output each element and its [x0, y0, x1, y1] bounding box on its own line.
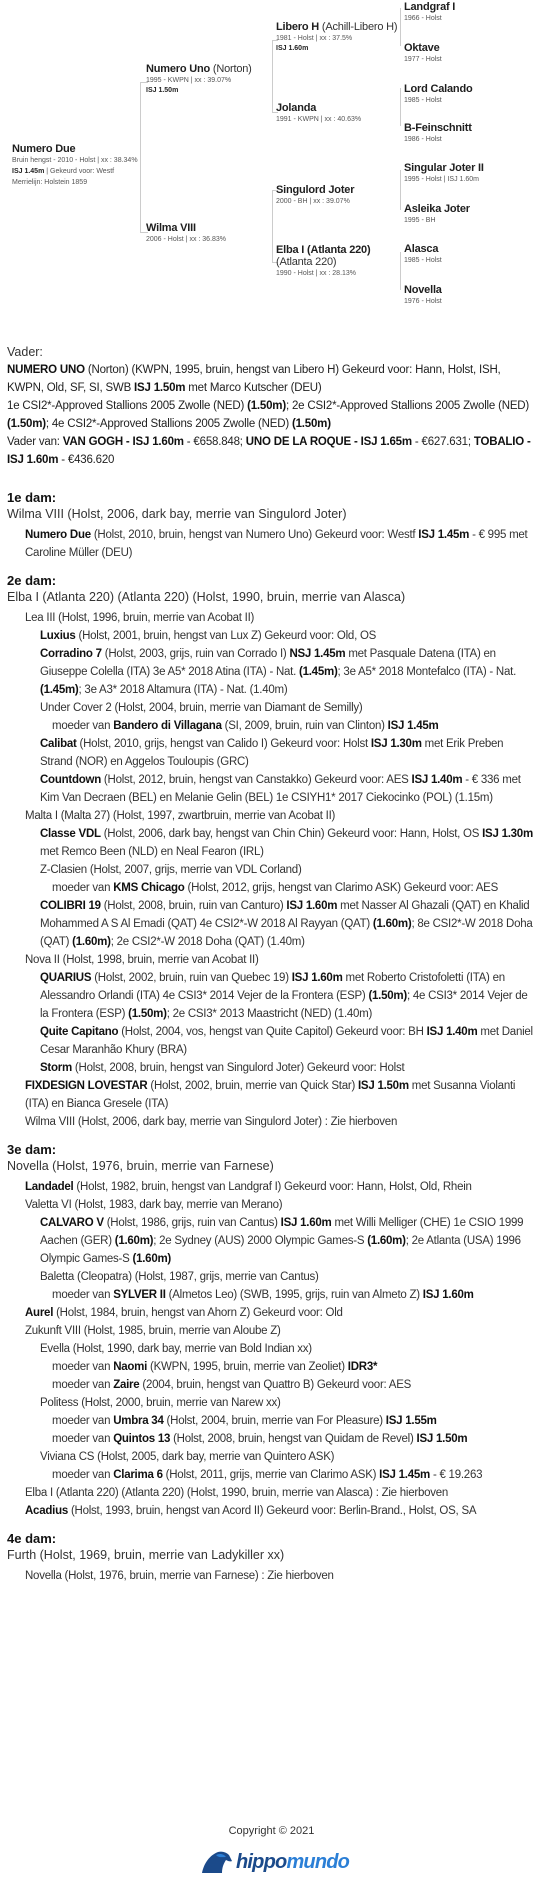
horse-link[interactable]: Zaire	[113, 1379, 140, 1391]
result-highlight: (1.45m)	[40, 684, 79, 696]
list-item	[7, 1196, 537, 1214]
row-text: ; 3e A3* 2018 Altamura (ITA) - Nat. (1.40m)	[78, 684, 288, 696]
horse-link[interactable]: Countdown	[40, 774, 101, 786]
dam3-section	[7, 1141, 537, 1520]
horse-head-icon	[200, 1849, 234, 1875]
dam3-title: 3e dam:	[7, 1142, 57, 1157]
row-text: (Holst, 2008, bruin, hengst van Singulord Joter) Gekeurd voor: Holst	[71, 1062, 405, 1074]
gen3-details: 1985 - Holst	[404, 97, 442, 104]
dam1-subtitle: Wilma VIII (Holst, 2006, dark bay, merrie van Singulord Joter)	[7, 507, 347, 521]
vader-results: 1e CSI2*-Approved Stallions 2005 Zwolle (NED) (1.50m); 2e CSI2*-Approved Stallions 2005 Zwolle (NED) (1.50m); 4e CSI2*-Approved Stallions 2005 Zwolle (NED) (1.50m)	[7, 400, 530, 430]
ss-details: 1981 - Holst | xx : 37.5%	[276, 35, 353, 42]
dam2-section	[7, 572, 537, 1131]
list-item	[7, 717, 537, 735]
horse-link[interactable]: Clarima 6	[113, 1469, 163, 1481]
row-text: (Holst, 2002, bruin, merrie van Quick Star)	[147, 1080, 358, 1092]
row-text: Viviana CS (Holst, 2005, dark bay, merrie van Quintero ASK)	[40, 1451, 335, 1463]
row-text: ; 2e CSI3* 2013 Maastricht (NED) (1.40m)	[166, 1008, 373, 1020]
list-item	[7, 699, 537, 717]
row-text: (Holst, 1984, bruin, hengst van Ahorn Z) Gekeurd voor: Old	[53, 1307, 343, 1319]
result-highlight: (1.60m)	[72, 936, 111, 948]
pedigree-gen3-2[interactable]	[404, 42, 442, 65]
list-item	[7, 1412, 537, 1430]
row-text: Malta I (Malta 27) (Holst, 1997, zwartbruin, merrie van Acobat II)	[25, 810, 336, 822]
list-item	[7, 1340, 537, 1358]
list-item	[7, 807, 537, 825]
row-text: (Holst, 2002, bruin, ruin van Quebec 19)	[91, 972, 292, 984]
row-text: (Holst, 2003, grijs, ruin van Corrado I)	[101, 648, 290, 660]
horse-link[interactable]: COLIBRI 19	[40, 900, 101, 912]
row-text: (Holst, 2001, bruin, hengst van Lux Z) Gekeurd voor: Old, OS	[75, 630, 377, 642]
row-text: moeder van	[52, 1415, 114, 1427]
sire-isj: ISJ 1.50m	[146, 87, 179, 94]
gen3-details: 1985 - Holst	[404, 257, 442, 264]
result-highlight: IDR3*	[347, 1361, 378, 1373]
row-text: met Nasser Al Ghazali (QAT) en Khalid Mohammed A S Al Emadi (QAT) 4e CSI2*-W 2018 Al Rayyan (QAT)	[40, 900, 530, 930]
row-text: (Holst, 2008, bruin, ruin van Canturo)	[100, 900, 287, 912]
row-text: ; 2e Atlanta (USA) 1996 Olympic Games-S	[40, 1235, 521, 1265]
list-item	[7, 771, 537, 807]
row-text: (Holst, 2008, bruin, hengst van Quidam de Revel)	[170, 1433, 417, 1445]
list-item	[7, 609, 537, 627]
vader-summary: NUMERO UNO (Norton) (KWPN, 1995, bruin, hengst van Libero H) Gekeurd voor: Hann, Holst, ISH, KWPN, Old, SF, SI, SWB ISJ 1.50m met Marco Kutscher (DEU)	[7, 364, 501, 394]
gen3-details: 1976 - Holst	[404, 298, 442, 305]
ds-details: 2000 - BH | xx : 39.07%	[276, 198, 350, 205]
row-text: (Holst, 1993, bruin, hengst van Acord II) Gekeurd voor: Berlin-Brand., Holst, OS, SA	[68, 1505, 477, 1517]
dam-details: 2006 - Holst | xx : 36.83%	[146, 236, 227, 243]
list-item	[7, 1268, 537, 1286]
pedigree-sire[interactable]: Numero Uno (Norton) 1995 - KWPN | xx : 39.07% ISJ 1.50m	[146, 63, 252, 94]
row-text: (Holst, 2010, grijs, hengst van Calido I) Gekeurd voor: Holst	[76, 738, 371, 750]
subject-details: Bruin hengst - 2010 - Holst | xx : 38.34%	[12, 157, 138, 164]
result-highlight: ISJ 1.60m	[286, 900, 338, 912]
row-text: (Holst, 2011, grijs, merrie van Clarimo ASK)	[162, 1469, 380, 1481]
logo-text: hippomundo	[236, 1851, 350, 1873]
list-item	[7, 1304, 537, 1322]
gen3-name[interactable]: Oktave	[404, 42, 440, 54]
row-text: Zukunft VIII (Holst, 1985, bruin, merrie van Aloube Z)	[25, 1325, 281, 1337]
list-item: Numero Due (Holst, 2010, bruin, hengst van Numero Uno) Gekeurd voor: Westf ISJ 1.45m - € 995 met Caroline Müller (DEU)	[25, 529, 528, 559]
gen3-name[interactable]: B-Feinschnitt	[404, 122, 472, 134]
subject-name[interactable]: Numero Due	[12, 143, 76, 155]
row-text: (Holst, 1982, bruin, hengst van Landgraf I) Gekeurd voor: Hann, Holst, Old, Rhein	[73, 1181, 472, 1193]
pedigree-gen3-6[interactable]	[404, 203, 470, 226]
pedigree-dam[interactable]	[146, 222, 226, 245]
horse-link[interactable]: KMS Chicago	[113, 882, 185, 894]
ss-isj: ISJ 1.60m	[276, 45, 309, 52]
row-text: ; 4e CSI3* 2014 Vejer de la Frontera (ESP)	[40, 990, 528, 1020]
horse-link[interactable]: CALVARO V	[40, 1217, 104, 1229]
offspring-link[interactable]: TOBALIO - ISJ 1.60m	[7, 436, 531, 466]
subject-isj-line: ISJ 1.45m | Gekeurd voor: Westf	[12, 168, 115, 175]
pedigree-subject[interactable]	[12, 143, 138, 188]
result-highlight: (1.50m)	[368, 990, 407, 1002]
row-text: ; 2e CSI2*-W 2018 Doha (QAT) (1.40m)	[110, 936, 305, 948]
row-text: Evella (Holst, 1990, dark bay, merrie van Bold Indian xx)	[40, 1343, 312, 1355]
list-item	[7, 1484, 537, 1502]
list-item	[7, 1286, 537, 1304]
list-item	[7, 1214, 537, 1268]
horse-link[interactable]: Naomi	[113, 1361, 148, 1373]
dam3-subtitle: Novella (Holst, 1976, bruin, merrie van Farnese)	[7, 1159, 274, 1173]
list-item	[7, 1059, 537, 1077]
row-text: moeder van	[52, 1433, 114, 1445]
result-highlight: ISJ 1.60m	[422, 1289, 474, 1301]
dam4-list	[7, 1567, 537, 1585]
result-highlight: ISJ 1.50m	[416, 1433, 468, 1445]
list-item	[7, 1358, 537, 1376]
result-highlight: ISJ 1.40m	[426, 1026, 478, 1038]
row-text: (Holst, 2012, bruin, hengst van Canstakko) Gekeurd voor: AES	[100, 774, 412, 786]
horse-link[interactable]: Calibat	[40, 738, 77, 750]
copyright: Copyright © 2021	[228, 1825, 315, 1837]
pedigree-sire-sire[interactable]: Libero H (Achill-Libero H) 1981 - Holst | xx : 37.5% ISJ 1.60m	[276, 21, 398, 52]
horse-link[interactable]: Bandero di Villagana	[113, 720, 222, 732]
dam1-title: 1e dam:	[7, 490, 57, 505]
horse-link[interactable]: Storm	[40, 1062, 72, 1074]
gen3-name[interactable]: Singular Joter II	[404, 162, 484, 174]
horse-link[interactable]: Classe VDL	[40, 828, 101, 840]
result-highlight: ISJ 1.30m	[370, 738, 422, 750]
list-item	[7, 1376, 537, 1394]
vader-section	[7, 344, 537, 469]
row-text: ; 3e A5* 2018 Montefalco (ITA) - Nat.	[337, 666, 517, 678]
row-text: Politess (Holst, 2000, bruin, merrie van Narew xx)	[40, 1397, 281, 1409]
list-item	[7, 861, 537, 879]
row-text: Nova II (Holst, 1998, bruin, merrie van Acobat II)	[25, 954, 259, 966]
gen3-name[interactable]: Novella	[404, 284, 442, 296]
row-text: met Daniel Cesar Maranhão Khury (BRA)	[40, 1026, 533, 1056]
dam4-subtitle: Furth (Holst, 1969, bruin, merrie van Ladykiller xx)	[7, 1548, 285, 1562]
row-text: met Roberto Cristofoletti (ITA) en Alessandro Orlandi (ITA) 4e CSI3* 2014 Vejer de la Frontera (ESP)	[40, 972, 505, 1002]
row-text: Baletta (Cleopatra) (Holst, 1987, grijs, merrie van Cantus)	[40, 1271, 319, 1283]
result-highlight: (1.60m)	[114, 1235, 154, 1247]
pedigree-gen3-3[interactable]	[404, 83, 473, 106]
offspring-link[interactable]: UNO DE LA ROQUE - ISJ 1.65m	[245, 436, 412, 448]
gen3-details: 1986 - Holst	[404, 136, 442, 143]
dam4-section	[7, 1530, 537, 1585]
result-highlight: ISJ 1.30m	[482, 828, 533, 840]
pedigree-gen3-1[interactable]	[404, 1, 455, 24]
list-item	[7, 1448, 537, 1466]
row-text: Wilma VIII (Holst, 2006, dark bay, merrie van Singulord Joter) : Zie hierboven	[25, 1116, 398, 1128]
row-text: ; 8e CSI2*-W 2018 Doha (QAT)	[40, 918, 533, 948]
result-highlight: ISJ 1.45m	[379, 1469, 430, 1481]
dam3-list	[7, 1178, 537, 1520]
result-highlight: ISJ 1.40m	[411, 774, 463, 786]
row-text: Elba I (Atlanta 220) (Atlanta 220) (Holst, 1990, bruin, merrie van Alasca) : Zie hierboven	[25, 1487, 449, 1499]
row-text: (Almetos Leo) (SWB, 1995, grijs, ruin van Almeto Z)	[165, 1289, 423, 1301]
gen3-details: 1977 - Holst	[404, 56, 442, 63]
row-text: (Holst, 2006, dark bay, hengst van Chin Chin) Gekeurd voor: Hann, Holst, OS	[100, 828, 483, 840]
pedigree-dam-sire[interactable]	[276, 184, 354, 207]
result-highlight: ISJ 1.60m	[291, 972, 343, 984]
horse-link[interactable]: FIXDESIGN LOVESTAR	[25, 1080, 148, 1092]
result-highlight: ISJ 1.45m	[387, 720, 439, 732]
list-item	[7, 1322, 537, 1340]
subject-damline: Merrielijn: Holstein 1859	[12, 179, 88, 186]
row-text: moeder van	[52, 1289, 114, 1301]
row-text: (SI, 2009, bruin, ruin van Clinton)	[221, 720, 388, 732]
horse-link[interactable]: Umbra 34	[113, 1415, 164, 1427]
list-item	[7, 627, 537, 645]
result-highlight: (1.60m)	[132, 1253, 172, 1265]
dam2-list	[7, 609, 537, 1131]
row-text: moeder van	[52, 1379, 114, 1391]
gen3-name[interactable]: Landgraf I	[404, 1, 456, 13]
row-text: (Holst, 2004, vos, hengst van Quite Capitol) Gekeurd voor: BH	[118, 1026, 427, 1038]
pedigree-gen3-4[interactable]	[404, 122, 472, 145]
result-highlight: (1.45m)	[299, 666, 338, 678]
sd-details: 1991 - KWPN | xx : 40.63%	[276, 116, 362, 123]
offspring-link[interactable]: VAN GOGH - ISJ 1.60m	[62, 436, 184, 448]
result-highlight: ISJ 1.50m	[357, 1080, 409, 1092]
list-item	[7, 825, 537, 861]
row-text: met Willi Melliger (CHE) 1e CSIO 1999 Aachen (GER)	[40, 1217, 524, 1247]
row-text: Lea III (Holst, 1996, bruin, merrie van Acobat II)	[25, 612, 255, 624]
sd-name[interactable]: Jolanda	[276, 102, 317, 114]
list-item	[7, 1567, 537, 1585]
result-highlight: ISJ 1.55m	[385, 1415, 437, 1427]
horse-link[interactable]: Quintos 13	[113, 1433, 171, 1445]
list-item	[7, 1466, 537, 1484]
gen3-details: 1995 - BH	[404, 217, 436, 224]
row-text: moeder van	[52, 882, 114, 894]
row-text: met Susanna Violanti (ITA) en Bianca Gresele (ITA)	[25, 1080, 516, 1110]
list-item	[7, 879, 537, 897]
list-item	[7, 735, 537, 771]
list-item	[7, 645, 537, 699]
horse-link[interactable]: Numero Due	[25, 529, 91, 541]
row-text: met Pasquale Datena (ITA) en Giuseppe Colella (ITA) 3e A5* 2018 Atina (ITA) - Nat.	[40, 648, 496, 678]
dam2-title: 2e dam:	[7, 573, 57, 588]
pedigree-sire-dam[interactable]	[276, 102, 361, 125]
gen3-details: 1966 - Holst	[404, 15, 442, 22]
pedigree-gen3-8[interactable]	[404, 284, 442, 307]
sire-link[interactable]: NUMERO UNO	[7, 364, 85, 376]
result-highlight: ISJ 1.60m	[280, 1217, 332, 1229]
pedigree-dam-dam[interactable]: Elba I (Atlanta 220) (Atlanta 220) 1990 - Holst | xx : 28.13%	[276, 244, 371, 277]
vader-offspring: Vader van: VAN GOGH - ISJ 1.60m - €658.848; UNO DE LA ROQUE - ISJ 1.65m - €627.631; TOBALIO - ISJ 1.60m - €436.620	[7, 436, 531, 466]
horse-link[interactable]: Acadius	[25, 1505, 68, 1517]
row-text: - € 336 met Kim Van Decraen (BEL) en Melanie Gelin (BEL) 1e CSIYH1* 2017 Ciekocinko (POL) (1.15m)	[40, 774, 521, 804]
dd-name[interactable]: Elba I (Atlanta 220)	[276, 244, 371, 256]
list-item	[7, 1113, 537, 1131]
row-text: moeder van	[52, 720, 114, 732]
row-text: - € 19.263	[430, 1469, 483, 1481]
result-highlight: (1.60m)	[372, 918, 412, 930]
sire-details: 1995 - KWPN | xx : 39.07%	[146, 77, 232, 84]
row-text: (Holst, 1986, grijs, ruin van Cantus)	[103, 1217, 281, 1229]
list-item	[7, 1023, 537, 1059]
horse-link[interactable]: Landadel	[25, 1181, 74, 1193]
horse-link[interactable]: Corradino 7	[40, 648, 102, 660]
gen3-name[interactable]: Asleika Joter	[404, 203, 470, 215]
horse-link[interactable]: Quite Capitano	[40, 1026, 119, 1038]
offspring-report	[7, 344, 537, 1585]
pedigree-gen3-7[interactable]	[404, 243, 442, 266]
row-text: Under Cover 2 (Holst, 2004, bruin, merrie van Diamant de Semilly)	[40, 702, 363, 714]
row-text: met Erik Preben Strand (NOR) en Aggelos Touloupis (GRC)	[40, 738, 504, 768]
dam2-subtitle: Elba I (Atlanta 220) (Atlanta 220) (Holst, 1990, bruin, merrie van Alasca)	[7, 590, 406, 604]
ds-name[interactable]: Singulord Joter	[276, 184, 355, 196]
row-text: moeder van	[52, 1469, 114, 1481]
dam4-title: 4e dam:	[7, 1531, 57, 1546]
row-text: (2004, bruin, hengst van Quattro B) Gekeurd voor: AES	[139, 1379, 412, 1391]
list-item	[7, 1178, 537, 1196]
list-item	[7, 969, 537, 1023]
row-text: Valetta VI (Holst, 1983, dark bay, merrie van Merano)	[25, 1199, 283, 1211]
row-text: (Holst, 2012, grijs, hengst van Clarimo ASK) Gekeurd voor: AES	[184, 882, 498, 894]
dam1-section	[7, 489, 537, 562]
vader-title: Vader:	[7, 345, 43, 359]
result-highlight: (1.50m)	[128, 1008, 167, 1020]
horse-link[interactable]: Aurel	[25, 1307, 54, 1319]
list-item	[7, 1394, 537, 1412]
hippomundo-logo[interactable]	[200, 1849, 350, 1877]
row-text: Novella (Holst, 1976, bruin, merrie van Farnese) : Zie hierboven	[25, 1570, 334, 1582]
row-text: met Remco Been (NLD) en Neal Fearon (IRL)	[40, 846, 264, 858]
result-highlight: (1.60m)	[367, 1235, 406, 1247]
horse-link[interactable]: QUARIUS	[40, 972, 92, 984]
sire-name[interactable]: Numero Uno	[146, 63, 211, 75]
list-item	[7, 1077, 537, 1113]
gen3-name[interactable]: Lord Calando	[404, 83, 473, 95]
dd-details: 1990 - Holst | xx : 28.13%	[276, 270, 357, 277]
ss-name[interactable]: Libero H	[276, 21, 320, 33]
pedigree-gen3-5[interactable]	[404, 162, 484, 185]
pedigree-chart	[0, 0, 543, 318]
row-text: Z-Clasien (Holst, 2007, grijs, merrie van VDL Corland)	[40, 864, 302, 876]
horse-link[interactable]: SYLVER II	[113, 1289, 166, 1301]
row-text: (Holst, 2004, bruin, merrie van For Pleasure)	[163, 1415, 386, 1427]
gen3-details: 1995 - Holst | ISJ 1.60m	[404, 176, 479, 183]
dam-name[interactable]: Wilma VIII	[146, 222, 196, 234]
list-item	[7, 1430, 537, 1448]
list-item	[7, 897, 537, 951]
list-item	[7, 951, 537, 969]
row-text: ; 2e Sydney (AUS) 2000 Olympic Games-S	[153, 1235, 368, 1247]
list-item	[7, 1502, 537, 1520]
row-text: (KWPN, 1995, bruin, merrie van Zeoliet)	[147, 1361, 348, 1373]
gen3-name[interactable]: Alasca	[404, 243, 439, 255]
result-highlight: NSJ 1.45m	[289, 648, 346, 660]
horse-link[interactable]: Luxius	[40, 630, 76, 642]
row-text: moeder van	[52, 1361, 114, 1373]
